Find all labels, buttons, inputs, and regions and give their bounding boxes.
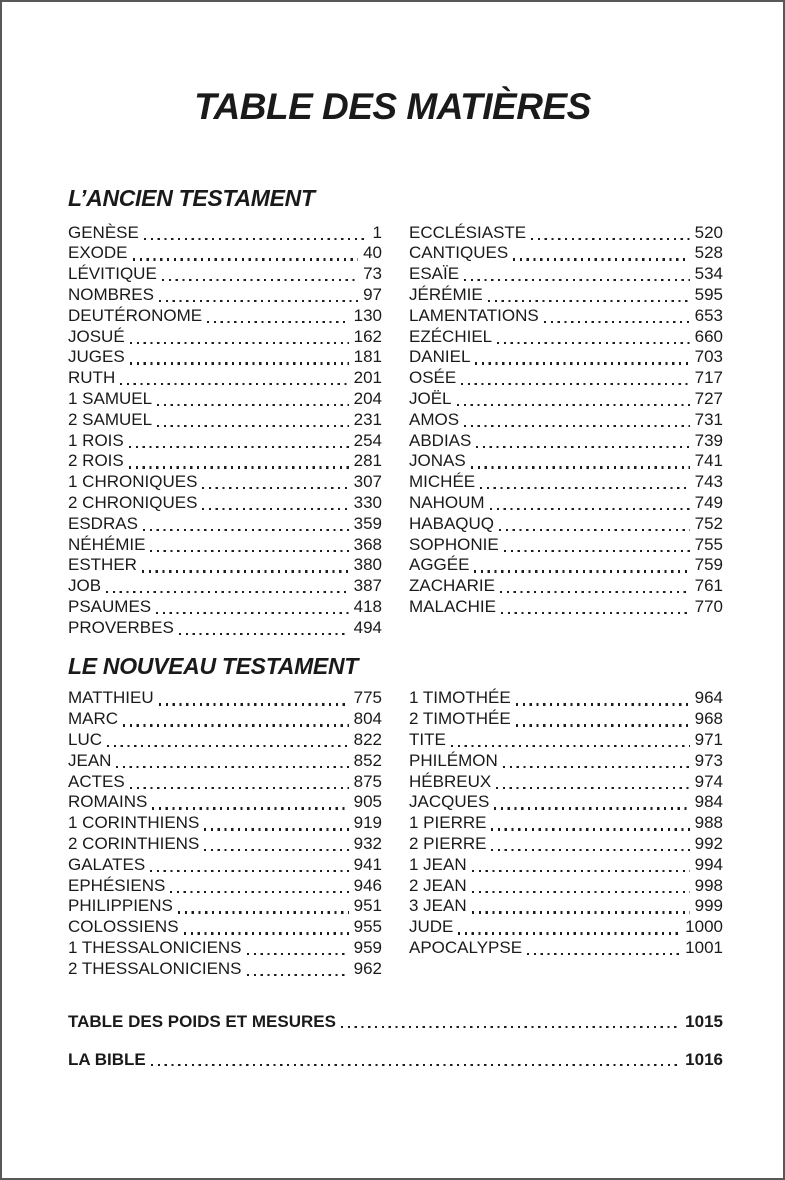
page-number: 998 bbox=[694, 875, 723, 895]
dot-leader bbox=[501, 612, 690, 614]
page-number: 992 bbox=[694, 834, 723, 854]
book-title: RUTH bbox=[68, 368, 116, 388]
toc-entry bbox=[68, 813, 382, 834]
page-number: 254 bbox=[353, 430, 382, 450]
toc-entry bbox=[68, 368, 382, 389]
book-title: DEUTÉRONOME bbox=[68, 305, 203, 325]
toc-entry bbox=[409, 451, 723, 472]
book-title: NÉHÉMIE bbox=[68, 534, 146, 554]
page-number: 653 bbox=[694, 305, 723, 325]
toc-entry bbox=[68, 834, 382, 855]
book-title: 1 JEAN bbox=[409, 854, 467, 874]
book-title: ZACHARIE bbox=[409, 576, 495, 596]
dot-leader bbox=[130, 787, 349, 789]
book-title: 1 SAMUEL bbox=[68, 388, 153, 408]
book-title: ECCLÉSIASTE bbox=[409, 222, 527, 242]
page-number: 775 bbox=[353, 688, 382, 708]
page-number: 743 bbox=[694, 472, 723, 492]
toc-entry bbox=[68, 772, 382, 793]
page-number: 804 bbox=[353, 709, 382, 729]
toc-entry bbox=[409, 730, 723, 751]
dot-leader bbox=[150, 870, 348, 872]
book-title: JEAN bbox=[68, 750, 112, 770]
dot-leader bbox=[504, 550, 690, 552]
dot-leader bbox=[527, 953, 680, 955]
book-title: 2 JEAN bbox=[409, 875, 467, 895]
page-number: 759 bbox=[694, 555, 723, 575]
book-title: ESTHER bbox=[68, 555, 137, 575]
toc-entry bbox=[409, 389, 723, 410]
page-number: 852 bbox=[353, 750, 382, 770]
toc-entry bbox=[409, 917, 723, 938]
book-title: NOMBRES bbox=[68, 284, 154, 304]
book-title: MALACHIE bbox=[409, 596, 496, 616]
page-number: 932 bbox=[353, 834, 382, 854]
toc-entry bbox=[68, 431, 382, 452]
book-title: DANIEL bbox=[409, 347, 471, 367]
dot-leader bbox=[159, 703, 349, 705]
old-testament-columns bbox=[68, 223, 723, 639]
toc-entry bbox=[68, 576, 382, 597]
dot-leader bbox=[129, 446, 349, 448]
page-title: TABLE DES MATIÈRES bbox=[194, 86, 591, 127]
page-number: 130 bbox=[353, 305, 382, 325]
book-title: TITE bbox=[409, 730, 446, 750]
dot-leader bbox=[143, 529, 349, 531]
page-number: 739 bbox=[694, 430, 723, 450]
page-number: 387 bbox=[353, 576, 382, 596]
toc-entry bbox=[68, 347, 382, 368]
book-title: JONAS bbox=[409, 451, 466, 471]
dot-leader bbox=[179, 633, 349, 635]
page-number: 968 bbox=[694, 709, 723, 729]
dot-leader bbox=[156, 612, 348, 614]
toc-entry bbox=[409, 772, 723, 793]
toc-entry bbox=[409, 855, 723, 876]
page-number: 717 bbox=[694, 368, 723, 388]
toc-entry bbox=[409, 410, 723, 431]
toc-entry bbox=[68, 285, 382, 306]
dot-leader bbox=[207, 321, 349, 323]
book-title: 2 SAMUEL bbox=[68, 409, 153, 429]
dot-leader bbox=[247, 953, 349, 955]
page-number: 964 bbox=[694, 688, 723, 708]
toc-entry bbox=[68, 1011, 723, 1032]
book-title: 2 PIERRE bbox=[409, 834, 487, 854]
book-title: JOB bbox=[68, 576, 102, 596]
dot-leader bbox=[129, 466, 349, 468]
dot-leader bbox=[472, 911, 690, 913]
page-number: 1015 bbox=[685, 1011, 723, 1031]
section-old-testament bbox=[68, 185, 723, 639]
book-title: JOËL bbox=[409, 388, 452, 408]
dot-leader bbox=[133, 258, 359, 260]
toc-entry bbox=[68, 535, 382, 556]
toc-entry bbox=[409, 597, 723, 618]
book-title: LA BIBLE bbox=[68, 1049, 146, 1069]
dot-leader bbox=[516, 703, 690, 705]
page-number: 595 bbox=[694, 284, 723, 304]
dot-leader bbox=[451, 745, 690, 747]
toc-entry bbox=[409, 347, 723, 368]
dot-leader bbox=[496, 787, 689, 789]
book-title: LUC bbox=[68, 730, 103, 750]
toc-entry bbox=[409, 576, 723, 597]
dot-leader bbox=[159, 300, 358, 302]
dot-leader bbox=[475, 362, 689, 364]
page-number: 919 bbox=[353, 813, 382, 833]
dot-leader bbox=[162, 279, 358, 281]
book-title: ABDIAS bbox=[409, 430, 472, 450]
page-number: 955 bbox=[353, 917, 382, 937]
dot-leader bbox=[152, 807, 348, 809]
page-number: 534 bbox=[694, 264, 723, 284]
page-number: 731 bbox=[694, 409, 723, 429]
toc-entry bbox=[409, 555, 723, 576]
section-heading-old-testament: L’ANCIEN TESTAMENT bbox=[68, 184, 315, 211]
toc-entry bbox=[68, 472, 382, 493]
toc-footer bbox=[68, 1011, 723, 1070]
page-number: 971 bbox=[694, 730, 723, 750]
dot-leader bbox=[202, 508, 348, 510]
toc-entry bbox=[68, 730, 382, 751]
page-number: 520 bbox=[694, 222, 723, 242]
page-number: 755 bbox=[694, 534, 723, 554]
page-number: 988 bbox=[694, 813, 723, 833]
toc-entry bbox=[409, 223, 723, 244]
dot-leader bbox=[144, 238, 368, 240]
dot-leader bbox=[107, 745, 349, 747]
page-number: 201 bbox=[353, 368, 382, 388]
book-title: ROMAINS bbox=[68, 792, 148, 812]
old-testament-column-left bbox=[68, 223, 382, 639]
book-title: LAMENTATIONS bbox=[409, 305, 539, 325]
toc-entry bbox=[68, 917, 382, 938]
toc-entry bbox=[68, 1049, 723, 1070]
dot-leader bbox=[120, 383, 348, 385]
page-number: 749 bbox=[694, 492, 723, 512]
book-title: MARC bbox=[68, 709, 119, 729]
toc-entry bbox=[68, 327, 382, 348]
book-title: 2 TIMOTHÉE bbox=[409, 709, 511, 729]
dot-leader bbox=[472, 891, 690, 893]
dot-leader bbox=[151, 1064, 680, 1066]
toc-entry bbox=[409, 792, 723, 813]
dot-leader bbox=[516, 724, 690, 726]
toc-entry bbox=[68, 410, 382, 431]
dot-leader bbox=[494, 807, 689, 809]
book-title: 3 JEAN bbox=[409, 896, 467, 916]
dot-leader bbox=[500, 591, 690, 593]
page-number: 822 bbox=[353, 730, 382, 750]
toc-entry bbox=[409, 896, 723, 917]
toc-entry bbox=[409, 264, 723, 285]
book-title: PSAUMES bbox=[68, 596, 152, 616]
toc-content bbox=[2, 185, 783, 1070]
dot-leader bbox=[184, 932, 349, 934]
book-title: MATTHIEU bbox=[68, 688, 154, 708]
dot-leader bbox=[544, 321, 690, 323]
page-number: 40 bbox=[363, 243, 382, 263]
page-number: 973 bbox=[694, 750, 723, 770]
dot-leader bbox=[491, 849, 689, 851]
book-title: LÉVITIQUE bbox=[68, 264, 157, 284]
page-number: 875 bbox=[353, 771, 382, 791]
book-title: 2 THESSALONICIENS bbox=[68, 958, 242, 978]
book-title: JUGES bbox=[68, 347, 125, 367]
page-number: 752 bbox=[694, 513, 723, 533]
dot-leader bbox=[471, 466, 690, 468]
page-number: 999 bbox=[694, 896, 723, 916]
page-number: 984 bbox=[694, 792, 723, 812]
page-number: 959 bbox=[353, 938, 382, 958]
toc-entry bbox=[409, 514, 723, 535]
toc-entry bbox=[68, 264, 382, 285]
book-title: TABLE DES POIDS ET MESURES bbox=[68, 1011, 336, 1031]
page-number: 281 bbox=[353, 451, 382, 471]
dot-leader bbox=[170, 891, 348, 893]
new-testament-columns bbox=[68, 688, 723, 979]
page-number: 951 bbox=[353, 896, 382, 916]
book-title: PHILÉMON bbox=[409, 750, 498, 770]
page-number: 761 bbox=[694, 576, 723, 596]
dot-leader bbox=[130, 342, 349, 344]
page-number: 660 bbox=[694, 326, 723, 346]
section-new-testament bbox=[68, 653, 723, 979]
book-title: AGGÉE bbox=[409, 555, 470, 575]
dot-leader bbox=[503, 766, 690, 768]
dot-leader bbox=[178, 911, 349, 913]
dot-leader bbox=[480, 487, 690, 489]
book-title: PROVERBES bbox=[68, 617, 174, 637]
toc-entry bbox=[68, 306, 382, 327]
toc-entry bbox=[68, 514, 382, 535]
section-heading-new-testament: LE NOUVEAU TESTAMENT bbox=[68, 653, 359, 680]
toc-entry bbox=[68, 876, 382, 897]
dot-leader bbox=[150, 550, 348, 552]
dot-leader bbox=[116, 766, 348, 768]
toc-entry bbox=[409, 243, 723, 264]
page-number: 703 bbox=[694, 347, 723, 367]
dot-leader bbox=[531, 238, 689, 240]
book-title: CANTIQUES bbox=[409, 243, 509, 263]
book-title: 2 CHRONIQUES bbox=[68, 492, 198, 512]
dot-leader bbox=[461, 383, 689, 385]
book-title: 2 ROIS bbox=[68, 451, 124, 471]
book-title: ESDRAS bbox=[68, 513, 138, 533]
page-number: 162 bbox=[353, 326, 382, 346]
toc-entry bbox=[68, 451, 382, 472]
dot-leader bbox=[130, 362, 349, 364]
dot-leader bbox=[491, 828, 689, 830]
dot-leader bbox=[464, 425, 690, 427]
book-title: JUDE bbox=[409, 917, 454, 937]
dot-leader bbox=[157, 404, 349, 406]
page-number: 741 bbox=[694, 451, 723, 471]
page-number: 380 bbox=[353, 555, 382, 575]
toc-entry bbox=[68, 493, 382, 514]
dot-leader bbox=[204, 849, 348, 851]
toc-entry bbox=[409, 493, 723, 514]
book-title: OSÉE bbox=[409, 368, 457, 388]
page-number: 330 bbox=[353, 492, 382, 512]
toc-entry bbox=[68, 751, 382, 772]
toc-entry bbox=[68, 792, 382, 813]
dot-leader bbox=[499, 529, 690, 531]
dot-leader bbox=[472, 870, 690, 872]
book-title: SOPHONIE bbox=[409, 534, 499, 554]
toc-entry bbox=[409, 306, 723, 327]
toc-entry bbox=[68, 389, 382, 410]
dot-leader bbox=[490, 508, 690, 510]
book-title: EZÉCHIEL bbox=[409, 326, 493, 346]
dot-leader bbox=[476, 446, 689, 448]
dot-leader bbox=[474, 570, 689, 572]
book-title: GENÈSE bbox=[68, 222, 139, 242]
page-number: 727 bbox=[694, 388, 723, 408]
page-number: 770 bbox=[694, 596, 723, 616]
page-number: 181 bbox=[353, 347, 382, 367]
dot-leader bbox=[123, 724, 349, 726]
dot-leader bbox=[464, 279, 690, 281]
toc-entry bbox=[409, 535, 723, 556]
dot-leader bbox=[458, 932, 680, 934]
book-title: HÉBREUX bbox=[409, 771, 492, 791]
page-number: 368 bbox=[353, 534, 382, 554]
book-title: 1 CHRONIQUES bbox=[68, 472, 198, 492]
old-testament-column-right bbox=[409, 223, 723, 639]
page-number: 905 bbox=[353, 792, 382, 812]
page-number: 418 bbox=[353, 596, 382, 616]
book-title: MICHÉE bbox=[409, 472, 476, 492]
book-title: PHILIPPIENS bbox=[68, 896, 173, 916]
toc-entry bbox=[409, 751, 723, 772]
toc-entry bbox=[68, 896, 382, 917]
page-number: 359 bbox=[353, 513, 382, 533]
page-number: 1000 bbox=[685, 917, 723, 937]
page-number: 941 bbox=[353, 854, 382, 874]
dot-leader bbox=[497, 342, 689, 344]
book-title: JACQUES bbox=[409, 792, 490, 812]
dot-leader bbox=[457, 404, 690, 406]
dot-leader bbox=[513, 258, 689, 260]
book-title: AMOS bbox=[409, 409, 460, 429]
toc-entry bbox=[68, 618, 382, 639]
new-testament-column-right bbox=[409, 688, 723, 979]
book-title: JÉRÉMIE bbox=[409, 284, 483, 304]
page-number: 1 bbox=[372, 222, 382, 242]
page-number: 528 bbox=[694, 243, 723, 263]
new-testament-column-left bbox=[68, 688, 382, 979]
dot-leader bbox=[106, 591, 349, 593]
page-number: 962 bbox=[353, 958, 382, 978]
book-title: NAHOUM bbox=[409, 492, 485, 512]
book-title: 1 PIERRE bbox=[409, 813, 487, 833]
toc-entry bbox=[68, 223, 382, 244]
page-number: 1016 bbox=[685, 1049, 723, 1069]
toc-entry bbox=[409, 327, 723, 348]
page-number: 73 bbox=[363, 264, 382, 284]
page-number: 946 bbox=[353, 875, 382, 895]
book-title: EPHÉSIENS bbox=[68, 875, 166, 895]
toc-entry bbox=[409, 709, 723, 730]
page-number: 994 bbox=[694, 854, 723, 874]
toc-entry bbox=[68, 688, 382, 709]
toc-entry bbox=[68, 855, 382, 876]
toc-entry bbox=[409, 834, 723, 855]
page-number: 97 bbox=[363, 284, 382, 304]
toc-entry bbox=[409, 472, 723, 493]
book-title: 2 CORINTHIENS bbox=[68, 834, 200, 854]
toc-entry bbox=[409, 368, 723, 389]
toc-entry bbox=[409, 688, 723, 709]
page-number: 307 bbox=[353, 472, 382, 492]
dot-leader bbox=[488, 300, 690, 302]
page-number: 231 bbox=[353, 409, 382, 429]
dot-leader bbox=[157, 425, 349, 427]
dot-leader bbox=[204, 828, 348, 830]
toc-entry bbox=[409, 938, 723, 959]
book-title: 1 THESSALONICIENS bbox=[68, 938, 242, 958]
book-title: ESAÏE bbox=[409, 264, 460, 284]
book-title: EXODE bbox=[68, 243, 128, 263]
toc-entry bbox=[68, 243, 382, 264]
toc-entry bbox=[409, 876, 723, 897]
book-title: 1 CORINTHIENS bbox=[68, 813, 200, 833]
toc-entry bbox=[409, 813, 723, 834]
dot-leader bbox=[247, 974, 349, 976]
toc-entry bbox=[68, 597, 382, 618]
toc-entry bbox=[409, 431, 723, 452]
book-title: 1 ROIS bbox=[68, 430, 124, 450]
toc-entry bbox=[68, 959, 382, 980]
dot-leader bbox=[341, 1026, 680, 1028]
book-title: GALATES bbox=[68, 854, 146, 874]
book-title: 1 TIMOTHÉE bbox=[409, 688, 511, 708]
book-title: JOSUÉ bbox=[68, 326, 125, 346]
book-title: ACTES bbox=[68, 771, 125, 791]
dot-leader bbox=[202, 487, 348, 489]
page-number: 204 bbox=[353, 388, 382, 408]
toc-entry bbox=[68, 938, 382, 959]
toc-entry bbox=[68, 555, 382, 576]
page-number: 494 bbox=[353, 617, 382, 637]
page-number: 1001 bbox=[685, 938, 723, 958]
toc-entry bbox=[68, 709, 382, 730]
page-number: 974 bbox=[694, 771, 723, 791]
dot-leader bbox=[142, 570, 349, 572]
book-title: HABAQUQ bbox=[409, 513, 495, 533]
book-title: APOCALYPSE bbox=[409, 938, 523, 958]
book-title: COLOSSIENS bbox=[68, 917, 179, 937]
toc-entry bbox=[409, 285, 723, 306]
